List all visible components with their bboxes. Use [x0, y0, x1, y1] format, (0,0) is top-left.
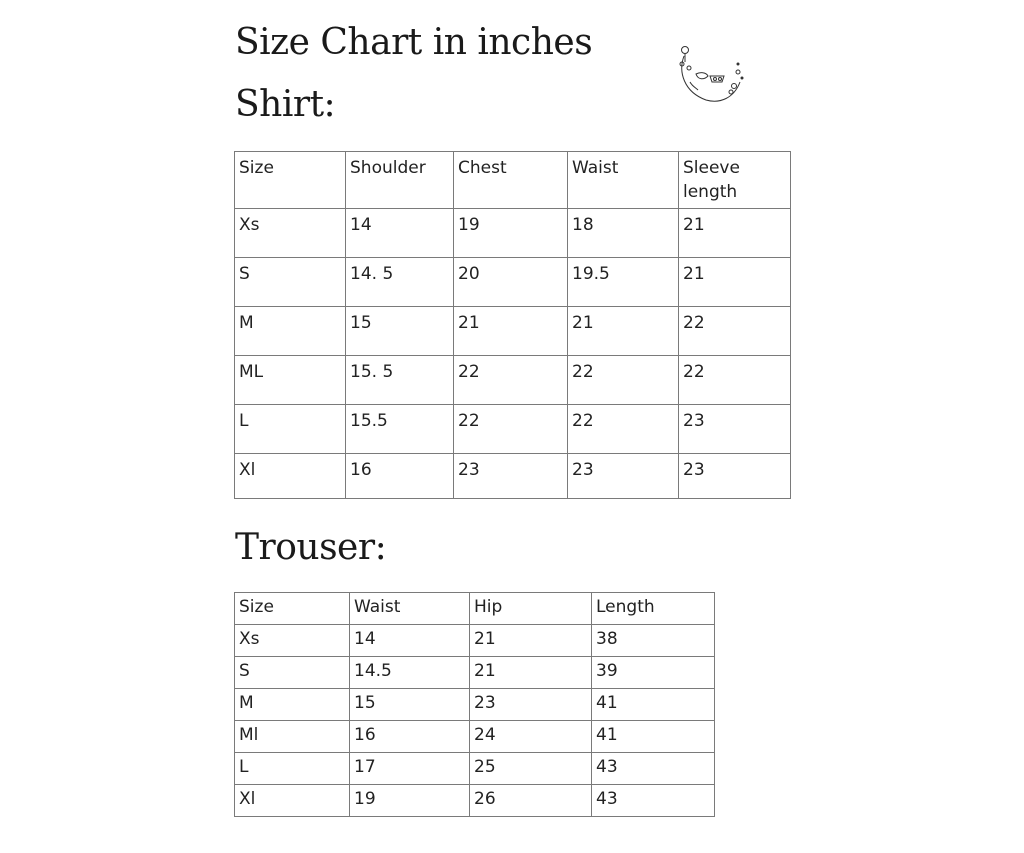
table-cell: M	[235, 307, 346, 356]
table-row	[235, 625, 715, 657]
table-cell: 25	[470, 753, 592, 785]
table-row	[235, 307, 791, 356]
table-row	[235, 753, 715, 785]
table-cell: 14	[346, 209, 454, 258]
table-cell: 21	[470, 657, 592, 689]
table-cell: 22	[454, 405, 568, 454]
table-header-row	[235, 593, 715, 625]
column-header: Hip	[470, 593, 592, 625]
table-cell: 23	[568, 454, 679, 499]
table-cell: 16	[350, 721, 470, 753]
table-cell: 43	[592, 785, 715, 817]
table-cell: 17	[350, 753, 470, 785]
table-cell: 19	[350, 785, 470, 817]
table-cell: 22	[679, 307, 791, 356]
table-cell: 23	[679, 454, 791, 499]
table-cell: 20	[454, 258, 568, 307]
table-cell: S	[235, 258, 346, 307]
table-cell: 38	[592, 625, 715, 657]
table-cell: 15	[350, 689, 470, 721]
table-cell: S	[235, 657, 350, 689]
table-cell: 23	[679, 405, 791, 454]
table-cell: 19	[454, 209, 568, 258]
table-cell: M	[235, 689, 350, 721]
column-header: Size	[235, 152, 346, 209]
table-row	[235, 721, 715, 753]
table-cell: 22	[568, 356, 679, 405]
table-row	[235, 689, 715, 721]
table-row	[235, 785, 715, 817]
table-cell: Xs	[235, 209, 346, 258]
table-cell: Xl	[235, 454, 346, 499]
table-cell: 16	[346, 454, 454, 499]
column-header: Shoulder	[346, 152, 454, 209]
shirt-size-table	[234, 151, 791, 499]
table-row	[235, 356, 791, 405]
table-cell: 14	[350, 625, 470, 657]
table-cell: 15. 5	[346, 356, 454, 405]
table-cell: ML	[235, 356, 346, 405]
table-cell: 23	[454, 454, 568, 499]
table-row	[235, 454, 791, 499]
table-cell: 22	[568, 405, 679, 454]
table-cell: 23	[470, 689, 592, 721]
table-cell: 22	[679, 356, 791, 405]
table-cell: 21	[679, 209, 791, 258]
table-cell: 24	[470, 721, 592, 753]
column-header: Size	[235, 593, 350, 625]
trouser-size-table	[234, 592, 715, 817]
page-title: Size Chart in inches	[235, 22, 593, 63]
table-cell: 14. 5	[346, 258, 454, 307]
table-cell: 14.5	[350, 657, 470, 689]
trouser-heading: Trouser:	[235, 527, 387, 568]
table-row	[235, 405, 791, 454]
table-header-row	[235, 152, 791, 209]
table-row	[235, 258, 791, 307]
column-header: Waist	[350, 593, 470, 625]
column-header: Waist	[568, 152, 679, 209]
column-header: Chest	[454, 152, 568, 209]
floral-wreath-logo-icon	[676, 42, 746, 106]
column-header: Sleeve length	[679, 152, 791, 209]
table-cell: Xl	[235, 785, 350, 817]
table-cell: 26	[470, 785, 592, 817]
table-cell: Xs	[235, 625, 350, 657]
table-cell: 21	[470, 625, 592, 657]
table-cell: 19.5	[568, 258, 679, 307]
table-cell: 22	[454, 356, 568, 405]
table-cell: 15	[346, 307, 454, 356]
table-cell: 41	[592, 689, 715, 721]
shirt-heading: Shirt:	[235, 84, 336, 125]
table-cell: 41	[592, 721, 715, 753]
table-cell: L	[235, 405, 346, 454]
table-cell: 18	[568, 209, 679, 258]
table-cell: 43	[592, 753, 715, 785]
table-cell: 21	[679, 258, 791, 307]
table-cell: 21	[454, 307, 568, 356]
table-row	[235, 209, 791, 258]
table-cell: L	[235, 753, 350, 785]
table-row	[235, 657, 715, 689]
table-cell: 39	[592, 657, 715, 689]
table-cell: 21	[568, 307, 679, 356]
table-cell: Ml	[235, 721, 350, 753]
column-header: Length	[592, 593, 715, 625]
table-cell: 15.5	[346, 405, 454, 454]
